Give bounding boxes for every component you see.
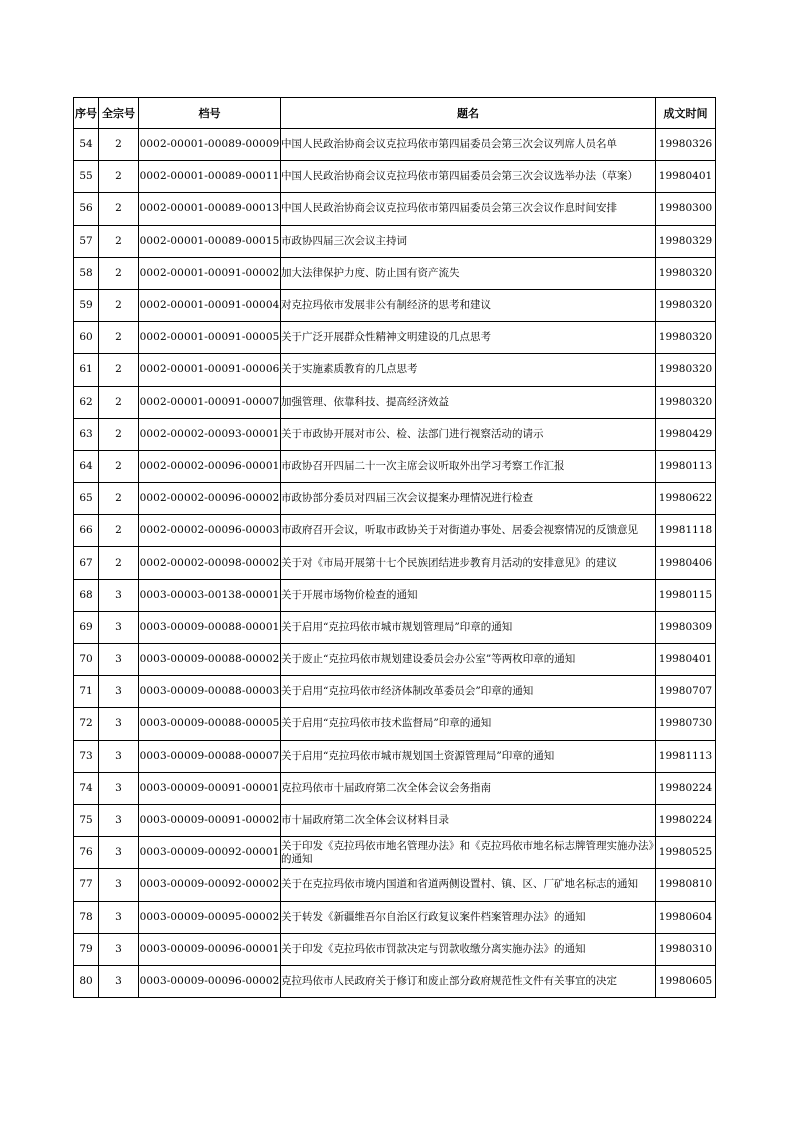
cell-file-no: 0002-00001-00089-00009 [139,129,281,161]
table-row [74,933,716,965]
cell-serial-no: 78 [74,901,99,933]
cell-serial-no: 58 [74,257,99,289]
cell-title: 市政府召开会议，听取市政协关于对街道办事处、居委会视察情况的反馈意见 [281,515,656,547]
cell-file-no: 0002-00001-00089-00015 [139,225,281,257]
cell-file-no: 0002-00002-00098-00002 [139,547,281,579]
table-row [74,676,716,708]
cell-file-no: 0003-00009-00092-00001 [139,837,281,869]
cell-date: 19980622 [656,483,716,515]
cell-file-no: 0003-00009-00088-00002 [139,644,281,676]
cell-serial-no: 70 [74,644,99,676]
table-row [74,804,716,836]
cell-date: 19980320 [656,257,716,289]
table-row [74,708,716,740]
table-row [74,161,716,193]
cell-date: 19980224 [656,772,716,804]
cell-title: 克拉玛依市人民政府关于修订和废止部分政府规范性文件有关事宜的决定 [281,965,656,997]
cell-date: 19980730 [656,708,716,740]
header-title: 题名 [281,98,656,129]
cell-date: 19980707 [656,676,716,708]
cell-date: 19980429 [656,418,716,450]
cell-fonds-no: 3 [99,965,139,997]
cell-fonds-no: 3 [99,708,139,740]
cell-date: 19980810 [656,869,716,901]
cell-title: 关于启用“克拉玛依市城市规划管理局”印章的通知 [281,611,656,643]
cell-file-no: 0002-00001-00091-00005 [139,322,281,354]
cell-file-no: 0003-00009-00091-00002 [139,804,281,836]
cell-title: 市政协四届三次会议主持词 [281,225,656,257]
cell-serial-no: 79 [74,933,99,965]
cell-fonds-no: 3 [99,676,139,708]
cell-title: 关于市政协开展对市公、检、法部门进行视察活动的请示 [281,418,656,450]
cell-title: 关于转发《新疆维吾尔自治区行政复议案件档案管理办法》的通知 [281,901,656,933]
cell-file-no: 0002-00002-00096-00002 [139,483,281,515]
table-row [74,225,716,257]
cell-fonds-no: 3 [99,644,139,676]
table-body [74,129,716,998]
table-row [74,322,716,354]
cell-title: 关于废止“克拉玛依市规划建设委员会办公室”等两枚印章的通知 [281,644,656,676]
table-row [74,450,716,482]
cell-date: 19980224 [656,804,716,836]
table-row [74,740,716,772]
cell-fonds-no: 2 [99,547,139,579]
cell-title: 关于启用“克拉玛依市经济体制改革委员会”印章的通知 [281,676,656,708]
cell-date: 19980401 [656,644,716,676]
cell-file-no: 0002-00001-00091-00007 [139,386,281,418]
cell-date: 19980329 [656,225,716,257]
cell-fonds-no: 2 [99,418,139,450]
cell-file-no: 0003-00009-00088-00003 [139,676,281,708]
table-row [74,257,716,289]
cell-file-no: 0003-00009-00091-00001 [139,772,281,804]
table-row [74,354,716,386]
cell-serial-no: 73 [74,740,99,772]
cell-date: 19980604 [656,901,716,933]
cell-title: 关于广泛开展群众性精神文明建设的几点思考 [281,322,656,354]
cell-serial-no: 66 [74,515,99,547]
cell-fonds-no: 2 [99,225,139,257]
cell-title: 关于对《市局开展第十七个民族团结进步教育月活动的安排意见》的建议 [281,547,656,579]
header-fonds-no: 全宗号 [99,98,139,129]
cell-title: 关于开展市场物价检查的通知 [281,579,656,611]
cell-serial-no: 71 [74,676,99,708]
cell-date: 19980406 [656,547,716,579]
cell-fonds-no: 2 [99,193,139,225]
header-date: 成文时间 [656,98,716,129]
cell-title: 中国人民政治协商会议克拉玛依市第四届委员会第三次会议列席人员名单 [281,129,656,161]
cell-serial-no: 62 [74,386,99,418]
cell-serial-no: 63 [74,418,99,450]
cell-file-no: 0003-00003-00138-00001 [139,579,281,611]
cell-title: 关于印发《克拉玛依市罚款决定与罚款收缴分离实施办法》的通知 [281,933,656,965]
cell-file-no: 0003-00009-00088-00007 [139,740,281,772]
cell-fonds-no: 2 [99,161,139,193]
cell-title: 中国人民政治协商会议克拉玛依市第四届委员会第三次会议作息时间安排 [281,193,656,225]
cell-date: 19980401 [656,161,716,193]
cell-fonds-no: 2 [99,450,139,482]
cell-date: 19980309 [656,611,716,643]
cell-file-no: 0002-00002-00093-00001 [139,418,281,450]
cell-serial-no: 69 [74,611,99,643]
cell-file-no: 0003-00009-00088-00005 [139,708,281,740]
table-row [74,193,716,225]
cell-date: 19980115 [656,579,716,611]
cell-serial-no: 67 [74,547,99,579]
table-row [74,515,716,547]
cell-fonds-no: 3 [99,933,139,965]
cell-title: 关于启用“克拉玛依市技术监督局”印章的通知 [281,708,656,740]
cell-file-no: 0003-00009-00095-00002 [139,901,281,933]
cell-fonds-no: 3 [99,740,139,772]
cell-fonds-no: 3 [99,804,139,836]
cell-date: 19980525 [656,837,716,869]
cell-serial-no: 76 [74,837,99,869]
cell-title: 关于在克拉玛依市境内国道和省道两侧设置村、镇、区、厂矿地名标志的通知 [281,869,656,901]
cell-title: 中国人民政治协商会议克拉玛依市第四届委员会第三次会议选举办法（草案） [281,161,656,193]
table-row [74,644,716,676]
cell-serial-no: 74 [74,772,99,804]
table-header-row [74,98,716,129]
cell-date: 19980310 [656,933,716,965]
cell-fonds-no: 3 [99,611,139,643]
cell-serial-no: 75 [74,804,99,836]
cell-serial-no: 57 [74,225,99,257]
table-row [74,965,716,997]
cell-serial-no: 60 [74,322,99,354]
cell-serial-no: 80 [74,965,99,997]
table-row [74,837,716,869]
table-row [74,386,716,418]
cell-serial-no: 65 [74,483,99,515]
cell-title: 关于实施素质教育的几点思考 [281,354,656,386]
cell-title: 加大法律保护力度、防止国有资产流失 [281,257,656,289]
cell-date: 19980320 [656,354,716,386]
cell-date: 19980605 [656,965,716,997]
cell-title: 加强管理、依靠科技、提高经济效益 [281,386,656,418]
cell-file-no: 0002-00001-00089-00013 [139,193,281,225]
cell-serial-no: 68 [74,579,99,611]
table-row [74,772,716,804]
cell-fonds-no: 2 [99,322,139,354]
table-row [74,547,716,579]
cell-fonds-no: 3 [99,869,139,901]
table-row [74,869,716,901]
cell-fonds-no: 3 [99,901,139,933]
cell-file-no: 0003-00009-00096-00002 [139,965,281,997]
cell-date: 19981113 [656,740,716,772]
cell-fonds-no: 3 [99,772,139,804]
cell-title: 市十届政府第二次全体会议材料目录 [281,804,656,836]
cell-serial-no: 59 [74,289,99,321]
cell-serial-no: 77 [74,869,99,901]
cell-fonds-no: 3 [99,837,139,869]
table-row [74,129,716,161]
cell-fonds-no: 2 [99,354,139,386]
cell-fonds-no: 2 [99,386,139,418]
cell-serial-no: 61 [74,354,99,386]
cell-title: 市政协部分委员对四届三次会议提案办理情况进行检查 [281,483,656,515]
cell-date: 19981118 [656,515,716,547]
cell-file-no: 0002-00001-00091-00006 [139,354,281,386]
cell-fonds-no: 2 [99,483,139,515]
cell-title: 克拉玛依市十届政府第二次全体会议会务指南 [281,772,656,804]
cell-serial-no: 56 [74,193,99,225]
cell-file-no: 0002-00002-00096-00001 [139,450,281,482]
cell-file-no: 0002-00001-00089-00011 [139,161,281,193]
cell-serial-no: 72 [74,708,99,740]
cell-title: 关于启用“克拉玛依市城市规划国土资源管理局”印章的通知 [281,740,656,772]
cell-date: 19980326 [656,129,716,161]
cell-fonds-no: 2 [99,129,139,161]
cell-file-no: 0002-00001-00091-00004 [139,289,281,321]
table-row [74,579,716,611]
cell-fonds-no: 2 [99,257,139,289]
cell-file-no: 0003-00009-00092-00002 [139,869,281,901]
table-row [74,611,716,643]
header-serial-no: 序号 [74,98,99,129]
archive-catalog-table [73,97,716,998]
table-row [74,483,716,515]
cell-fonds-no: 2 [99,515,139,547]
cell-fonds-no: 2 [99,289,139,321]
cell-file-no: 0002-00002-00096-00003 [139,515,281,547]
cell-file-no: 0003-00009-00096-00001 [139,933,281,965]
cell-file-no: 0002-00001-00091-00002 [139,257,281,289]
cell-file-no: 0003-00009-00088-00001 [139,611,281,643]
cell-date: 19980113 [656,450,716,482]
cell-title: 对克拉玛依市发展非公有制经济的思考和建议 [281,289,656,321]
cell-date: 19980320 [656,386,716,418]
cell-title: 市政协召开四届二十一次主席会议听取外出学习考察工作汇报 [281,450,656,482]
cell-serial-no: 55 [74,161,99,193]
header-file-no: 档号 [139,98,281,129]
cell-title: 关于印发《克拉玛依市地名管理办法》和《克拉玛依市地名标志牌管理实施办法》的通知 [281,837,656,869]
cell-fonds-no: 3 [99,579,139,611]
cell-serial-no: 64 [74,450,99,482]
cell-date: 19980300 [656,193,716,225]
table-row [74,289,716,321]
cell-date: 19980320 [656,322,716,354]
table-row [74,901,716,933]
cell-serial-no: 54 [74,129,99,161]
table-row [74,418,716,450]
cell-date: 19980320 [656,289,716,321]
